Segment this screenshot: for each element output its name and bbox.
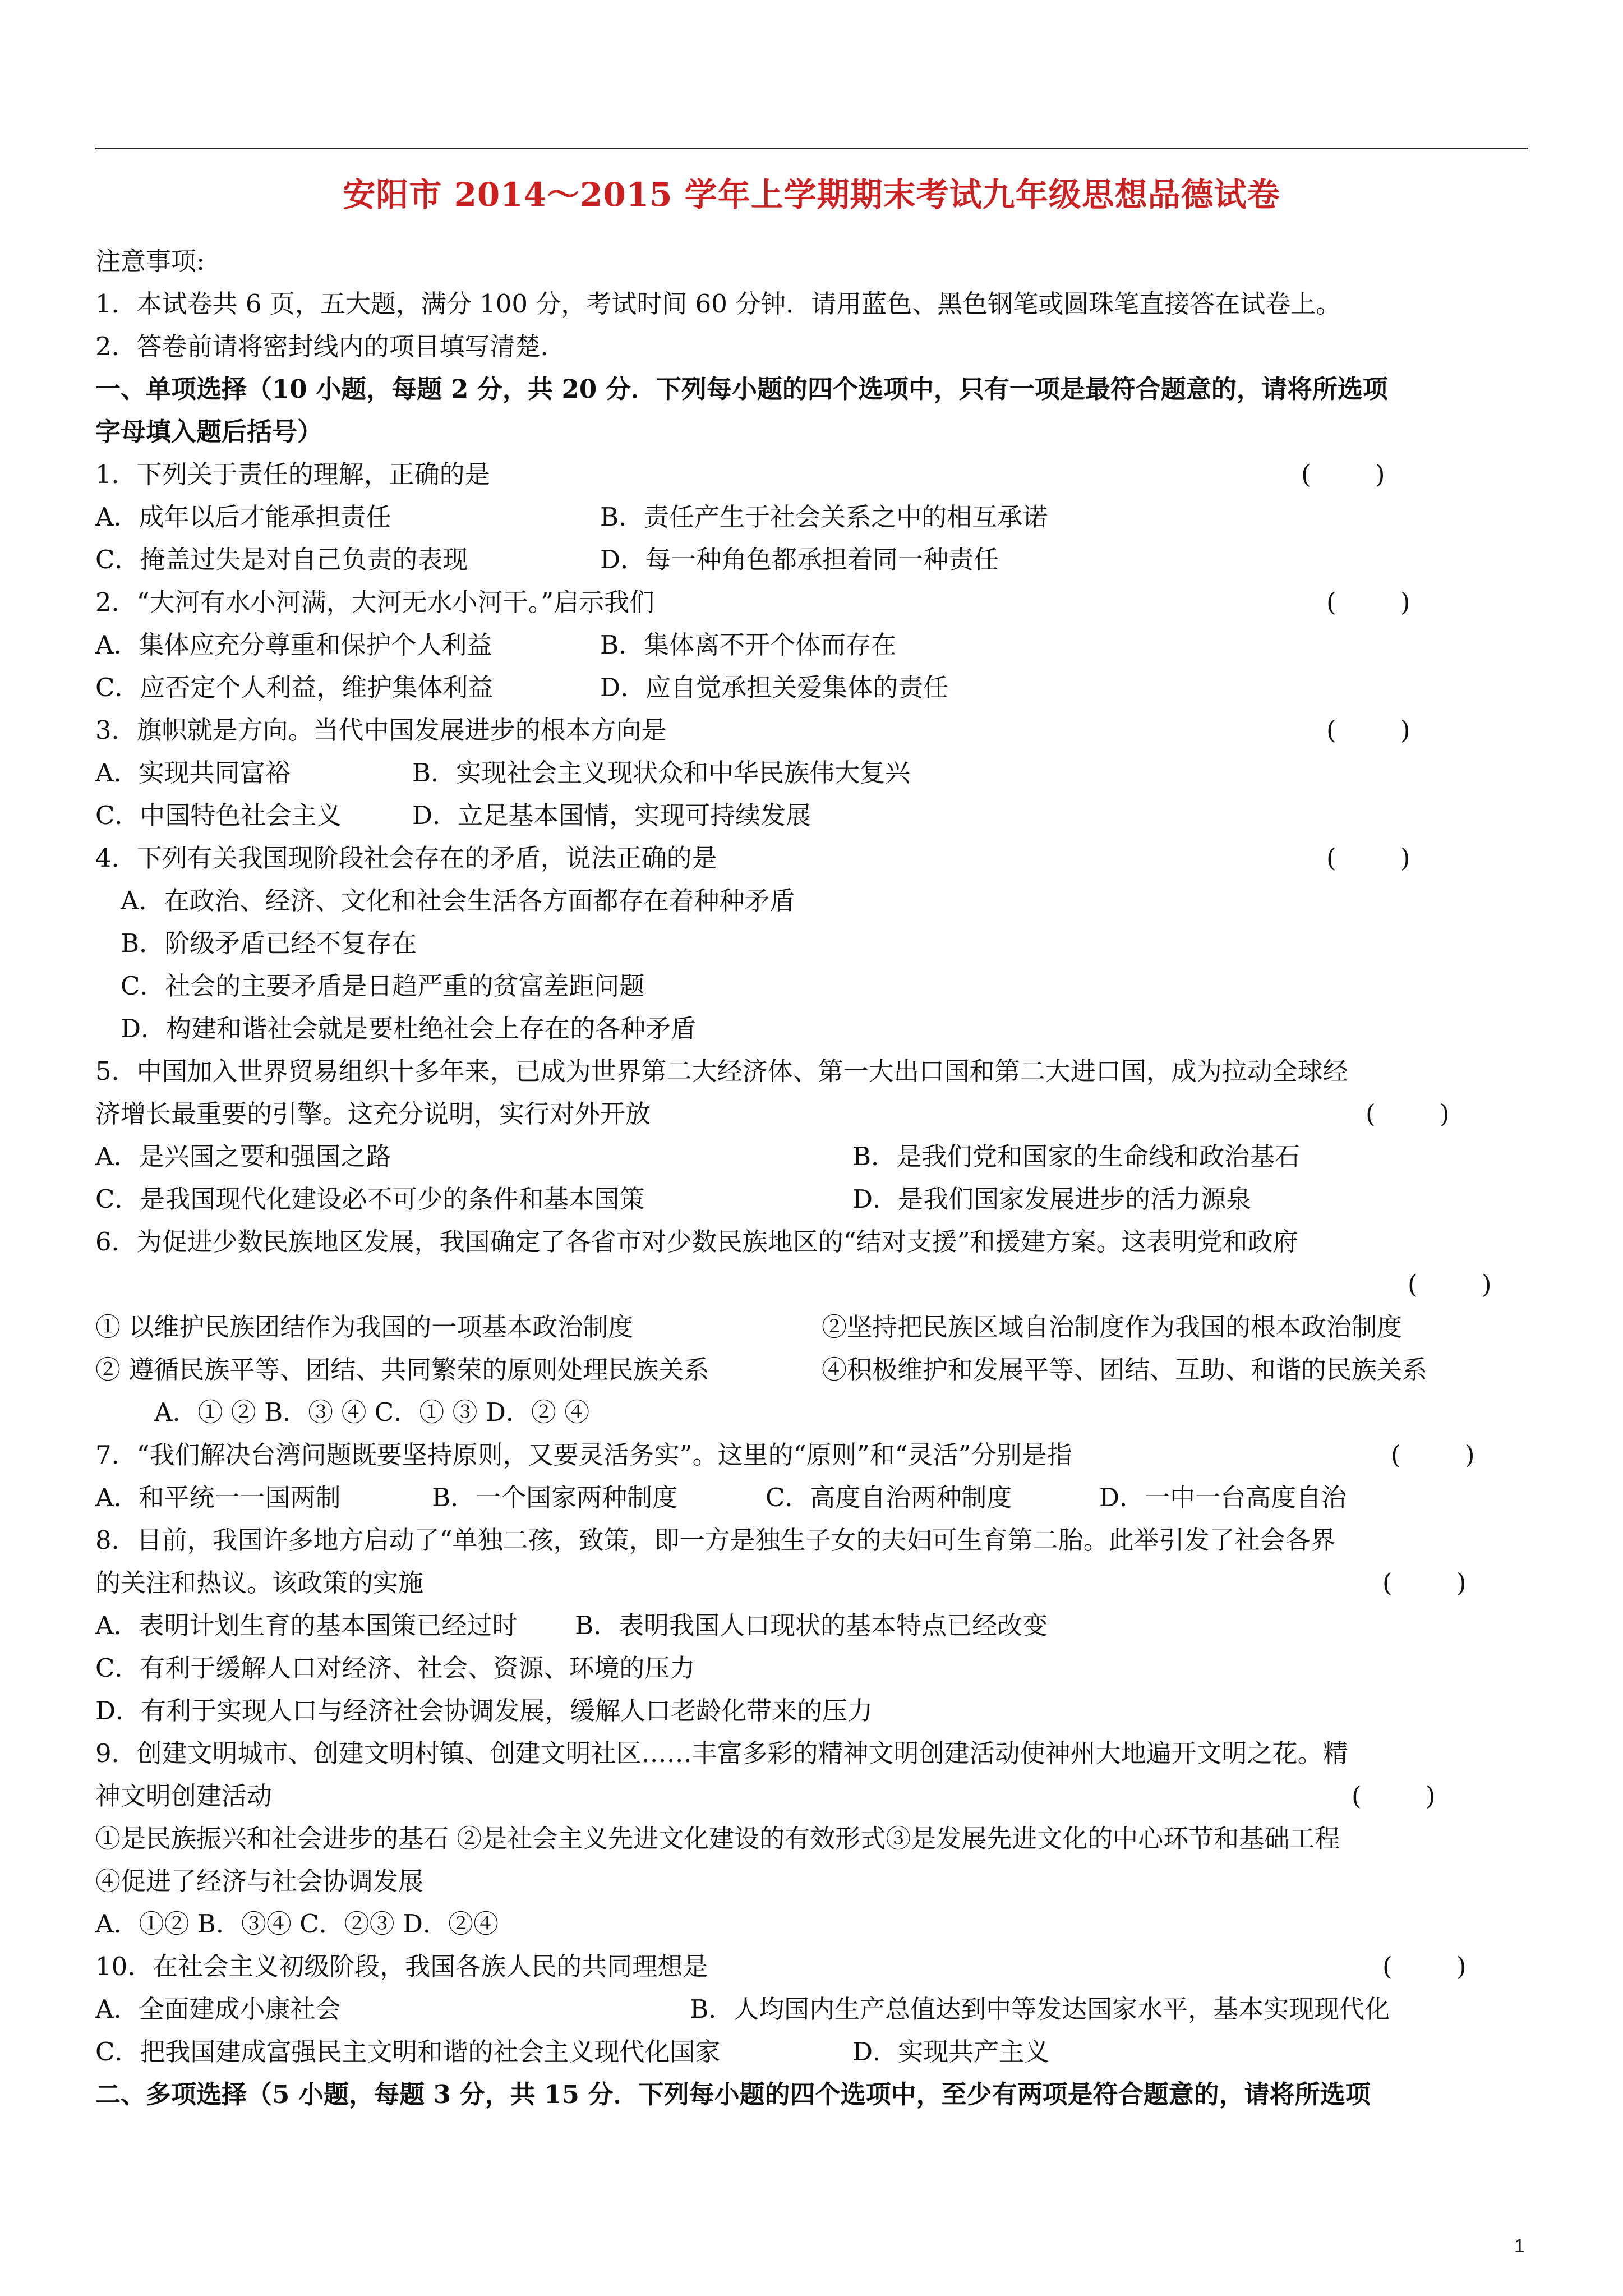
question-5-stem-line2 <box>95 1093 1531 1135</box>
section1-heading-line1: 一、单项选择（10 小题，每题 2 分，共 20 分．下列每小题的四个选项中，只有一项是最符合题意的，请将所选项 <box>95 374 1388 404</box>
q7-option-a: A．和平统一一国两制 <box>95 1483 341 1512</box>
exam-body <box>95 240 1531 2116</box>
q1-option-b: B．责任产生于社会关系之中的相互承诺 <box>600 502 1048 532</box>
question-10-text: 10．在社会主义初级阶段，我国各族人民的共同理想是 <box>95 1952 708 1981</box>
q8-option-b: B．表明我国人口现状的基本特点已经改变 <box>575 1611 1048 1640</box>
question-7-stem <box>95 1434 1531 1476</box>
q3-option-d: D．立足基本国情，实现可持续发展 <box>412 800 811 830</box>
q4-option-b: B．阶级矛盾已经不复存在 <box>121 928 417 958</box>
answer-blank-8[interactable]: ( ) <box>1382 1568 1467 1598</box>
q2-option-b: B．集体离不开个体而存在 <box>600 630 897 660</box>
q7-option-c: C．高度自治两种制度 <box>766 1483 1012 1512</box>
question-10-options-cd <box>95 2031 1531 2073</box>
q6-statement-2: ②坚持把民族区域自治制度作为我国的根本政治制度 <box>822 1312 1403 1342</box>
q2-option-d: D．应自觉承担关爱集体的责任 <box>600 673 949 702</box>
q10-option-b: B．人均国内生产总值达到中等发达国家水平，基本实现现代化 <box>690 1994 1390 2024</box>
header-rule <box>95 148 1528 149</box>
q10-option-a: A．全面建成小康社会 <box>95 1994 341 2024</box>
question-6-stem: 6．为促进少数民族地区发展，我国确定了各省市对少数民族地区的“结对支援”和援建方案。这表明党和政府 <box>95 1227 1298 1257</box>
q5-option-a: A．是兴国之要和强国之路 <box>95 1142 391 1171</box>
q10-option-c: C．把我国建成富强民主文明和谐的社会主义现代化国家 <box>95 2037 721 2067</box>
answer-blank-4[interactable]: ( ) <box>1326 843 1410 873</box>
q8-option-a: A．表明计划生育的基本国策已经过时 <box>95 1611 518 1640</box>
question-2-options-ab <box>95 624 1531 666</box>
question-6-paren-line <box>95 1263 1531 1306</box>
q6-statement-4: ④积极维护和发展平等、团结、互助、和谐的民族关系 <box>822 1355 1428 1384</box>
question-3-options-cd <box>95 794 1531 837</box>
q5-option-c: C．是我国现代化建设必不可少的条件和基本国策 <box>95 1184 645 1214</box>
q8-option-c: C．有利于缓解人口对经济、社会、资源、环境的压力 <box>95 1653 695 1683</box>
q2-option-a: A．集体应充分尊重和保护个人利益 <box>95 630 492 660</box>
q6-statement-1: ① 以维护民族团结作为我国的一项基本政治制度 <box>95 1312 634 1342</box>
section2-heading: 二、多项选择（5 小题，每题 3 分，共 15 分．下列每小题的四个选项中，至少有两项是符合题意的，请将所选项 <box>95 2079 1371 2109</box>
question-4-text: 4．下列有关我国现阶段社会存在的矛盾，说法正确的是 <box>95 843 717 873</box>
answer-blank-6[interactable]: ( ) <box>1408 1269 1492 1299</box>
question-7-options <box>95 1476 1531 1519</box>
question-8-text: 的关注和热议。该政策的实施 <box>95 1568 424 1598</box>
question-1-text: 1．下列关于责任的理解，正确的是 <box>95 459 490 489</box>
question-1-options-ab <box>95 496 1531 539</box>
question-8-options-ab <box>95 1604 1531 1647</box>
answer-blank-10[interactable]: ( ) <box>1382 1952 1467 1981</box>
question-8-stem-line2 <box>95 1562 1531 1604</box>
q7-option-d: D．一中一台高度自治 <box>1099 1483 1347 1512</box>
q4-option-d: D．构建和谐社会就是要杜绝社会上存在的各种矛盾 <box>121 1014 697 1043</box>
answer-blank-2[interactable]: ( ) <box>1326 587 1410 617</box>
question-9-stem-line2 <box>95 1775 1531 1818</box>
notice-item-2: 2．答卷前请将密封线内的项目填写清楚． <box>95 332 566 361</box>
answer-blank-5[interactable]: ( ) <box>1366 1099 1450 1129</box>
q1-option-c: C．掩盖过失是对自己负责的表现 <box>95 545 468 574</box>
question-6-statements-12 <box>95 1306 1531 1349</box>
question-5-stem-line1: 5．中国加入世界贸易组织十多年来，已成为世界第二大经济体、第一大出口国和第二大进口国，成为拉动全球经 <box>95 1056 1348 1086</box>
notice-item-1: 1．本试卷共 6 页，五大题，满分 100 分，考试时间 60 分钟．请用蓝色、黑色钢笔或圆珠笔直接答在试卷上。 <box>95 289 1341 319</box>
question-6-statements-34 <box>95 1349 1531 1391</box>
question-8-stem-line1: 8．目前，我国许多地方启动了“单独二孩，致策，即一方是独生子女的夫妇可生育第二胎。此举引发了社会各界 <box>95 1525 1336 1555</box>
q2-option-c: C．应否定个人利益，维护集体利益 <box>95 673 494 702</box>
answer-blank-7[interactable]: ( ) <box>1391 1440 1475 1470</box>
question-4-stem <box>95 837 1531 880</box>
answer-blank-3[interactable]: ( ) <box>1326 715 1410 745</box>
page-title: 安阳市 2014～2015 学年上学期期末考试九年级思想品德试卷 <box>343 176 1280 214</box>
q9-statement-4: ④促进了经济与社会协调发展 <box>95 1866 424 1896</box>
q6-choices: A．① ② B．③ ④ C．① ③ D．② ④ <box>154 1397 590 1427</box>
answer-blank-1[interactable]: ( ) <box>1301 459 1385 489</box>
q1-option-d: D．每一种角色都承担着同一种责任 <box>600 545 999 574</box>
q9-choices: A．①② B．③④ C．②③ D．②④ <box>95 1909 499 1939</box>
q5-option-d: D．是我们国家发展进步的活力源泉 <box>852 1184 1252 1214</box>
question-5-options-ab <box>95 1135 1531 1178</box>
q3-option-c: C．中国特色社会主义 <box>95 800 342 830</box>
question-10-options-ab <box>95 1988 1531 2031</box>
question-2-text: 2．“大河有水小河满，大河无水小河干。”启示我们 <box>95 587 655 617</box>
question-9-stem-line1: 9．创建文明城市、创建文明村镇、创建文明社区……丰富多彩的精神文明创建活动使神州大地遍开文明之花。精 <box>95 1738 1348 1768</box>
question-7-text: 7．“我们解决台湾问题既要坚持原则，又要灵活务实”。这里的“原则”和“灵活”分别是指 <box>95 1440 1072 1470</box>
question-5-options-cd <box>95 1178 1531 1221</box>
q7-option-b: B．一个国家两种制度 <box>432 1483 678 1512</box>
q5-option-b: B．是我们党和国家的生命线和政治基石 <box>852 1142 1301 1171</box>
section1-heading-line2: 字母填入题后括号） <box>95 417 323 447</box>
question-1-options-cd <box>95 539 1531 581</box>
question-2-options-cd <box>95 666 1531 709</box>
notice-heading: 注意事项: <box>95 246 205 276</box>
q3-option-a: A．实现共同富裕 <box>95 758 291 788</box>
page-number: 1 <box>1514 2235 1525 2257</box>
q10-option-d: D．实现共产主义 <box>852 2037 1050 2067</box>
question-2-stem <box>95 581 1531 624</box>
q8-option-d: D．有利于实现人口与经济社会协调发展，缓解人口老龄化带来的压力 <box>95 1696 873 1726</box>
answer-blank-9[interactable]: ( ) <box>1352 1781 1436 1811</box>
question-1-stem <box>95 453 1531 496</box>
q1-option-a: A．成年以后才能承担责任 <box>95 502 391 532</box>
question-9-text: 神文明创建活动 <box>95 1781 273 1811</box>
q6-statement-3: ② 遵循民族平等、团结、共同繁荣的原则处理民族关系 <box>95 1355 709 1384</box>
question-3-stem <box>95 709 1531 752</box>
question-3-text: 3．旗帜就是方向。当代中国发展进步的根本方向是 <box>95 715 667 745</box>
q4-option-c: C．社会的主要矛盾是日趋严重的贫富差距问题 <box>121 971 645 1001</box>
question-5-text: 济增长最重要的引擎。这充分说明，实行对外开放 <box>95 1099 651 1129</box>
q9-statements-123: ①是民族振兴和社会进步的基石 ②是社会主义先进文化建设的有效形式③是发展先进文化的中心环节和基础工程 <box>95 1824 1340 1853</box>
q4-option-a: A．在政治、经济、文化和社会生活各方面都存在着种种矛盾 <box>121 886 795 915</box>
question-10-stem <box>95 1945 1531 1988</box>
q3-option-b: B．实现社会主义现状众和中华民族伟大复兴 <box>412 758 911 788</box>
question-3-options-ab <box>95 752 1531 794</box>
